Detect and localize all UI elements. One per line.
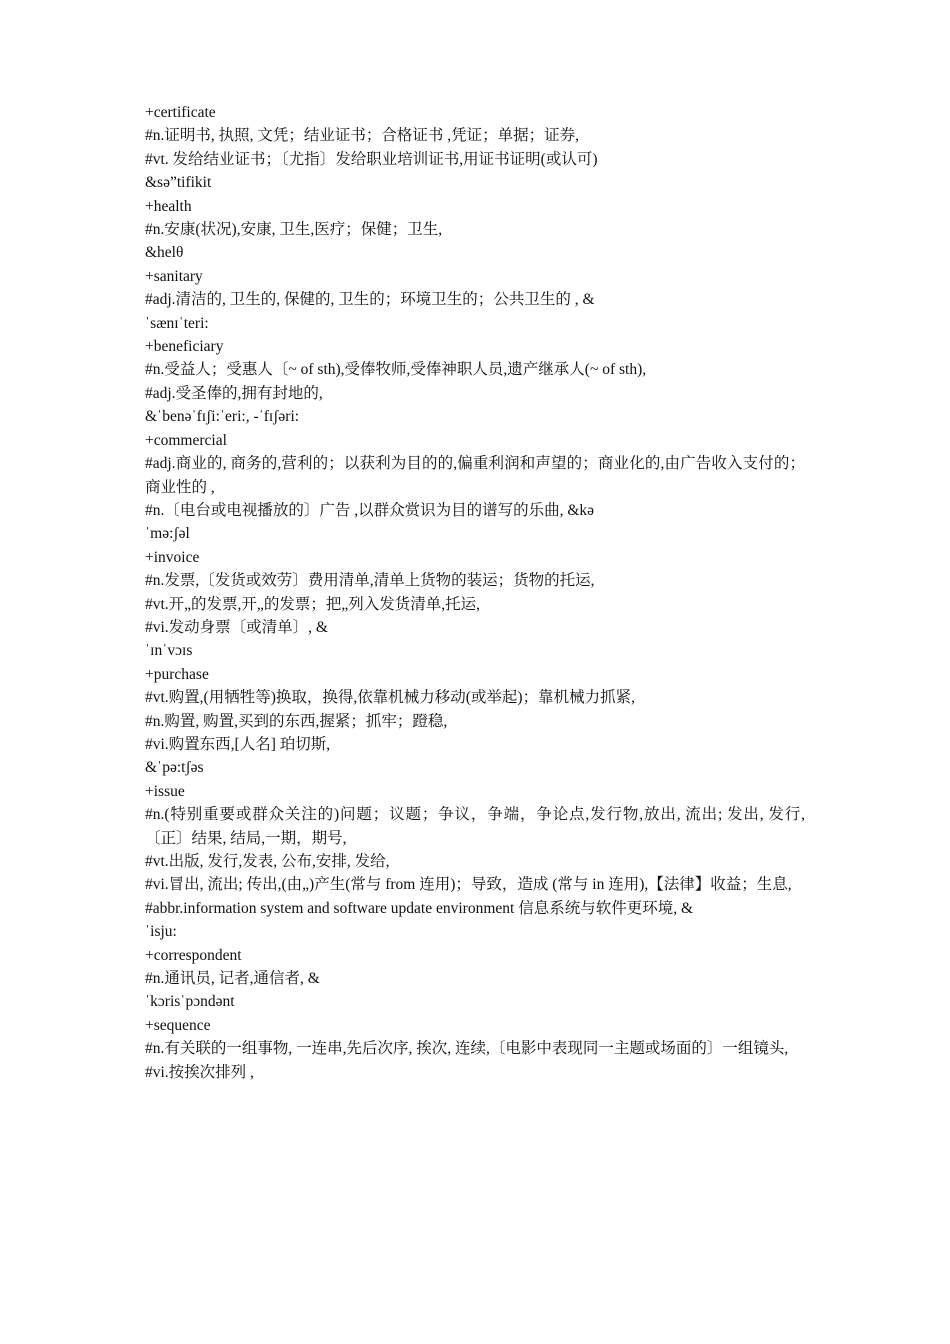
- headword-line: +health: [145, 197, 192, 215]
- definition-line: #n.〔电台或电视播放的〕广告 ,以群众赏识为目的谱写的乐曲, &kə: [145, 501, 595, 519]
- pronunciation-line: ˈmə:ʃəl: [145, 525, 190, 543]
- definition-line: #n.发票,〔发货或效劳〕费用清单,清单上货物的装运；货物的托运,: [145, 572, 595, 590]
- definition-line: #n.通讯员, 记者,通信者, &: [145, 970, 320, 988]
- definition-line: #n.有关联的一组事物, 一连串,先后次序, 挨次, 连续,〔电影中表现同一主题或场面的〕一组镜头,: [145, 1040, 789, 1058]
- definition-line: #n.受益人；受惠人〔~ of sth),受俸牧师,受俸神职人员,遗产继承人(~ of sth),: [145, 361, 647, 379]
- headword-line: +sanitary: [145, 267, 203, 285]
- definition-line: #adj.受圣俸的,拥有封地的,: [145, 384, 323, 402]
- pronunciation-line: ˈɪnˈvɔɪs: [145, 642, 193, 660]
- pronunciation-line: ˈsænɪˈteri:: [145, 314, 209, 332]
- pronunciation-line: &ˈbenəˈfɪʃi:ˈeri:, -ˈfɪʃəri:: [145, 408, 300, 426]
- headword-line: +beneficiary: [145, 338, 224, 356]
- headword-line: +commercial: [145, 431, 227, 449]
- definition-line: #vt.出版, 发行,发表, 公布,安排, 发给,: [145, 853, 390, 870]
- definition-line: #n.(特别重要或群众关注的)问题；议题；争议，争端，争论点,发行物,放出, 流出; 发出, 发行,〔正〕结果, 结局,一期，期号,: [145, 806, 805, 847]
- definition-line: #abbr.information system and software update environment 信息系统与软件更环境, &: [145, 899, 694, 917]
- definition-line: #n.证明书, 执照, 文凭；结业证书；合格证书 ,凭证；单据；证券,: [145, 127, 580, 145]
- headword-line: +issue: [145, 782, 185, 800]
- pronunciation-line: &ˈpə:tʃəs: [145, 759, 204, 777]
- headword-line: +sequence: [145, 1016, 211, 1034]
- definition-line: #adj.商业的, 商务的,营利的；以获利为目的的,偏重利润和声望的；商业化的,由广告收入支付的；商业性的 ,: [145, 455, 805, 496]
- definition-line: #vi.按挨次排列 ,: [145, 1063, 254, 1081]
- document-body: [145, 101, 805, 1084]
- definition-line: #adj.清洁的, 卫生的, 保健的, 卫生的；环境卫生的；公共卫生的 , &: [145, 291, 595, 309]
- pronunciation-line: &helθ: [145, 244, 184, 262]
- definition-line: #vt.购置,(用牺牲等)换取，换得,依靠机械力移动(或举起)；靠机械力抓紧,: [145, 689, 635, 707]
- headword-line: +invoice: [145, 548, 200, 566]
- headword-line: +certificate: [145, 104, 216, 121]
- definition-line: #vi.购置东西,[人名] 珀切斯,: [145, 735, 331, 753]
- headword-line: +purchase: [145, 665, 209, 683]
- definition-line: #n.购置, 购置,买到的东西,握紧；抓牢；蹬稳,: [145, 712, 448, 730]
- definition-line: #vt.开„的发票,开„的发票；把„列入发货清单,托运,: [145, 595, 480, 613]
- definition-line: #vi.发动身票〔或清单〕, &: [145, 618, 328, 636]
- pronunciation-line: &sə”tifikit: [145, 174, 212, 192]
- headword-line: +correspondent: [145, 946, 242, 964]
- pronunciation-line: ˈisju:: [145, 923, 177, 941]
- definition-line: #n.安康(状况),安康, 卫生,医疗；保健；卫生,: [145, 221, 443, 239]
- definition-line: #vt. 发给结业证书；〔尤指〕发给职业培训证书,用证书证明(或认可): [145, 150, 598, 168]
- definition-line: #vi.冒出, 流出; 传出,(由„)产生(常与 from 连用)；导致，造成 (常与 in 连用),【法律】收益；生息,: [145, 876, 792, 894]
- pronunciation-line: ˈkɔrisˈpɔndənt: [145, 993, 235, 1011]
